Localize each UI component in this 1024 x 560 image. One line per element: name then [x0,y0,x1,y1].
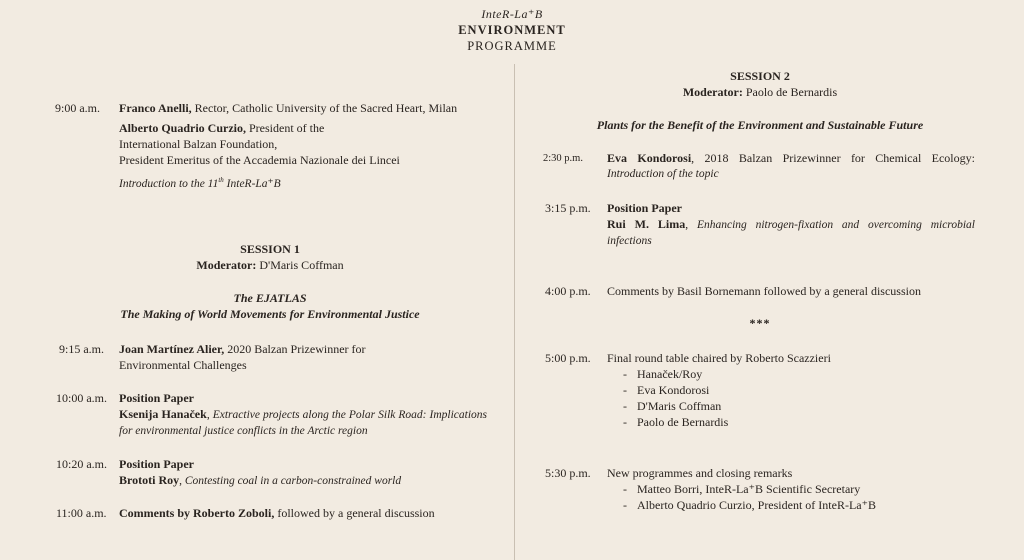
session-2-heading: SESSION 2 [730,69,790,83]
speaker-name: Franco Anelli, [119,101,192,115]
position-paper-label: Position Paper [607,201,682,215]
speaker-name: Brototi Roy [119,473,180,487]
roundtable-block [607,350,987,430]
speaker-name: Alberto Quadrio Curzio, [119,121,246,135]
speaker-name: Comments by Roberto Zoboli, [119,506,275,520]
programme-header [0,7,1024,54]
participant-name: Alberto Quadrio Curzio, President of InteR-La⁺B [637,498,876,512]
theme-line: The Making of World Movements for Environmental Justice [120,307,420,321]
session-1-item-3: Position Paper Brototi Roy, Contesting coal in a carbon-constrained world [119,456,487,489]
speaker-name: Joan Martínez Alier, [119,342,225,356]
dash-bullet: - [623,367,627,381]
list-item [607,497,997,513]
list-item [607,398,987,414]
item-time: 3:15 p.m. [545,201,591,215]
list-item [607,481,997,497]
closing-block [607,465,997,513]
position-paper-label: Position Paper [119,457,194,471]
programme-subtitle: PROGRAMME [467,39,557,53]
item-subtitle: Introduction of the topic [607,168,719,180]
session-1-theme [55,290,485,322]
brand-name: InteR-La⁺B [481,7,543,21]
moderator-label: Moderator: [196,258,257,272]
speaker-name: Eva Kondorosi [607,151,692,165]
paper-title: Contesting coal in a carbon-constrained world [184,475,402,487]
item-time: 5:30 p.m. [545,466,591,480]
participant-name: D'Maris Coffman [637,399,722,413]
participant-name: Paolo de Bernardis [637,415,729,429]
opening-speaker-2 [119,120,509,136]
session-1-item-1 [119,341,489,373]
session-2-item-1 [607,150,975,182]
section-separator: *** [749,316,771,330]
speaker-role-line: President Emeritus of the Accademia Nazionale dei Lincei [119,153,400,167]
list-item [607,366,987,382]
item-time: 10:20 a.m. [56,457,107,471]
participant-name: Eva Kondorosi [637,383,710,397]
dash-bullet: - [623,399,627,413]
speaker-name: Rui M. Lima [607,217,686,231]
session-2-moderator [520,84,1000,100]
moderator-name: Paolo de Bernardis [742,85,838,99]
session-1-header [60,241,480,273]
session-1-item-4 [119,505,499,521]
moderator-name: D'Maris Coffman [256,258,344,272]
closing-text: New programmes and closing remarks [607,466,793,480]
dash-bullet: - [623,498,627,512]
dash-bullet: - [623,415,627,429]
speaker-role: , 2018 Balzan Prizewinner for Chemical Ecology: [691,151,975,165]
moderator-label: Moderator: [682,85,743,99]
session-2-theme: Plants for the Benefit of the Environment and Sustainable Future [596,118,924,132]
speaker-role-line: International Balzan Foundation, [119,137,278,151]
item-time: 4:00 p.m. [545,284,591,298]
participant-name: Hanaček/Roy [637,367,703,381]
opening-block [119,100,509,192]
paper-title: Enhancing nitrogen-fixation and overcoming microbial infections [607,219,975,247]
session-1-item-2: Position Paper Ksenija Hanaček, Extractive projects along the Polar Silk Road: Implications for environmental justice conflicts in the Arctic region [119,391,487,437]
speaker-role: 2020 Balzan Prizewinner for [224,342,366,356]
list-item [607,414,987,430]
theme-line: The EJATLAS [233,291,307,305]
paper-title: Extractive projects along the Polar Silk Road: Implications for environmental justice conflicts in the Arctic region [119,409,487,437]
item-time: 10:00 a.m. [56,391,107,405]
intro-sup: th [218,176,224,185]
speaker-role: President of the [246,121,325,135]
list-item [607,382,987,398]
item-time: 5:00 p.m. [545,351,591,365]
item-time: 9:15 a.m. [59,342,104,356]
item-time: 11:00 a.m. [56,506,107,520]
participant-name: Matteo Borri, InteR-La⁺B Scientific Secretary [637,482,861,496]
speaker-name: Ksenija Hanaček [119,407,207,421]
item-time: 2:30 p.m. [543,153,583,164]
intro-text: Introduction to the 11 [119,178,219,190]
session-1-heading: SESSION 1 [240,242,300,256]
programme-title: ENVIRONMENT [458,23,566,37]
item-text: followed by a general discussion [274,506,435,520]
dash-bullet: - [623,482,627,496]
position-paper-label: Position Paper [119,391,194,405]
session-2-item-2: Position Paper Rui M. Lima, Enhancing nitrogen-fixation and overcoming microbial infections [607,201,975,247]
opening-time: 9:00 a.m. [55,101,100,115]
dash-bullet: - [623,383,627,397]
opening-introduction [119,176,509,192]
column-divider [514,64,515,560]
speaker-role-line: Environmental Challenges [119,358,247,372]
speaker-role: Rector, Catholic University of the Sacred Heart, Milan [191,101,458,115]
session-2-header [520,68,1000,100]
session-2-item-3: Comments by Basil Bornemann followed by a general discussion [607,284,921,298]
intro-brand: InteR-La⁺B [223,178,281,190]
roundtable-text: Final round table chaired by Roberto Scazzieri [607,351,831,365]
opening-speaker-1 [119,100,509,116]
session-1-moderator [60,257,480,273]
